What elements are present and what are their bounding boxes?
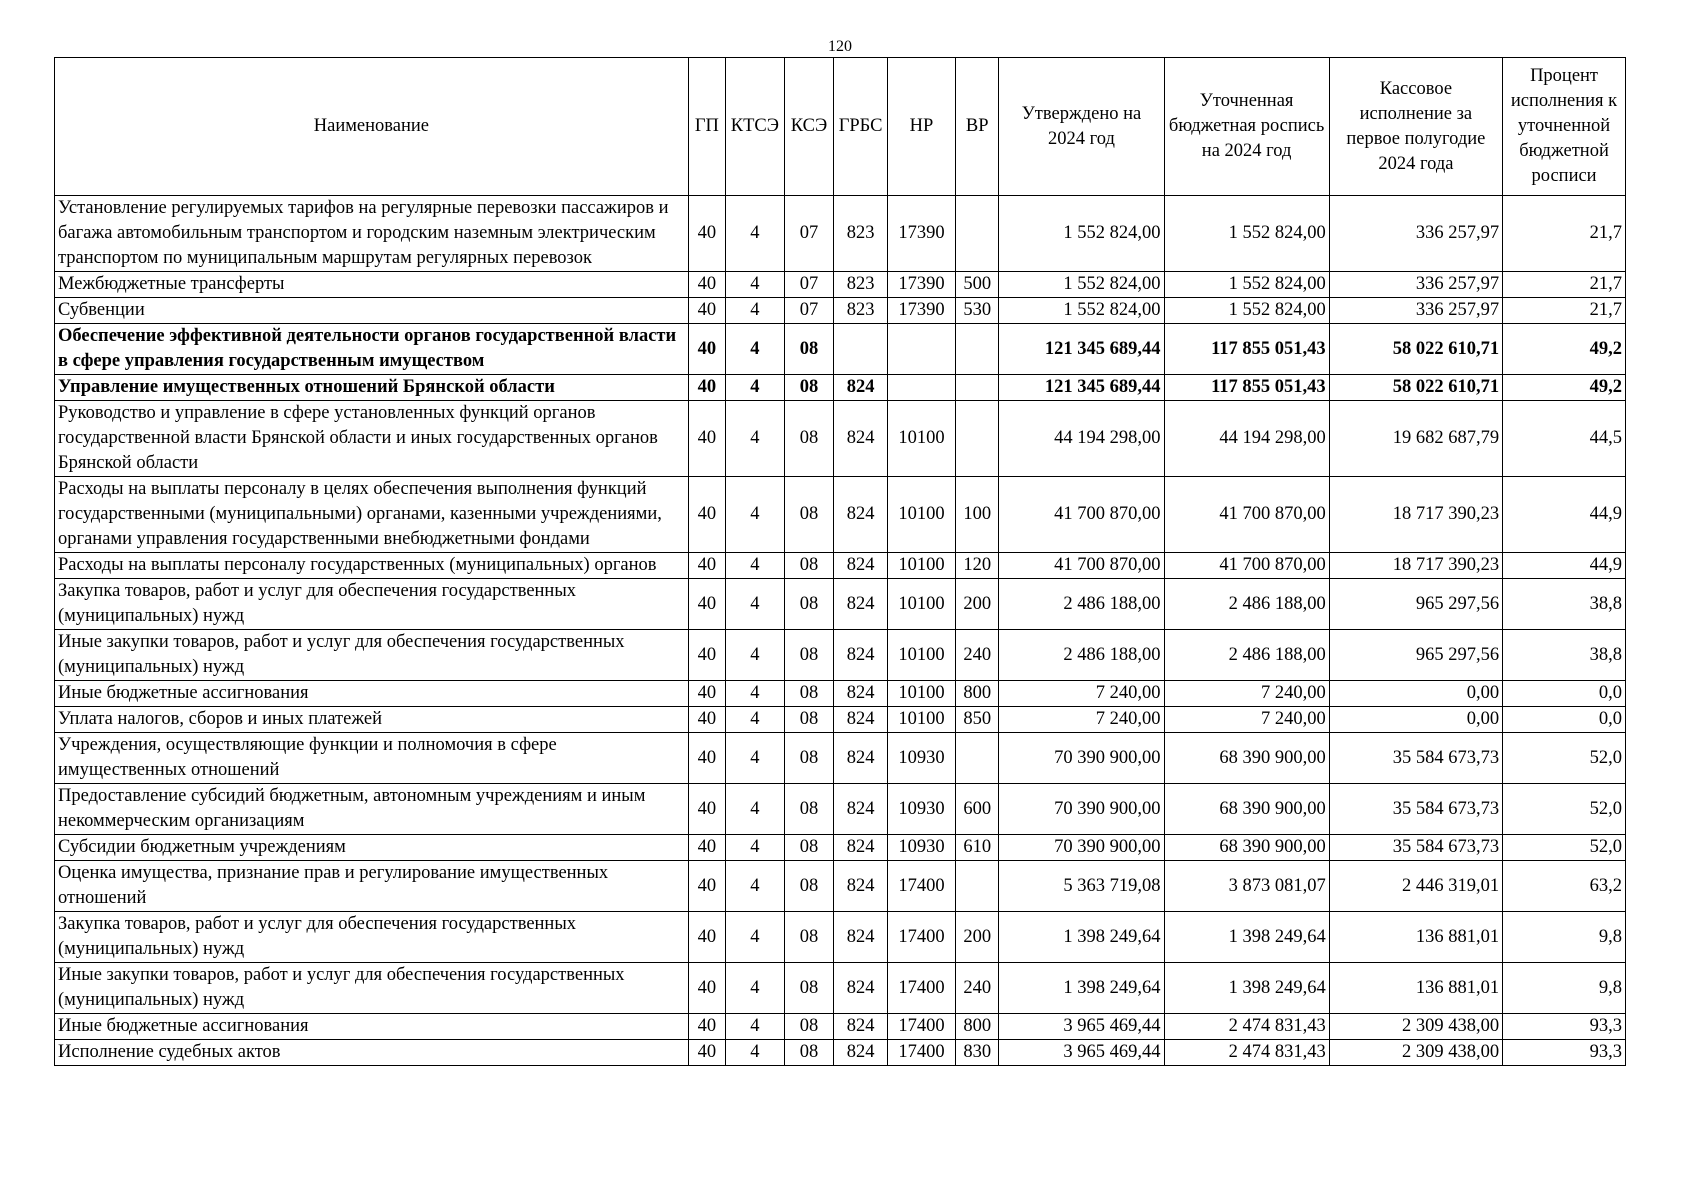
row-refined: 7 240,00	[1164, 681, 1329, 707]
row-refined: 1 552 824,00	[1164, 272, 1329, 298]
row-approved: 70 390 900,00	[999, 733, 1164, 784]
table-row	[55, 630, 1626, 681]
row-grbs: 824	[834, 1014, 888, 1040]
row-ktse: 4	[725, 707, 784, 733]
row-grbs: 824	[834, 579, 888, 630]
row-nr: 10930	[887, 784, 955, 835]
table-row	[55, 681, 1626, 707]
row-ktse: 4	[725, 835, 784, 861]
header-nr: НР	[887, 58, 955, 196]
row-approved: 7 240,00	[999, 681, 1164, 707]
row-name: Оценка имущества, признание прав и регулирование имущественных отношений	[55, 861, 689, 912]
row-kse: 08	[784, 324, 834, 375]
row-gp: 40	[688, 835, 725, 861]
row-gp: 40	[688, 784, 725, 835]
row-percent: 44,9	[1503, 553, 1626, 579]
row-refined: 117 855 051,43	[1164, 375, 1329, 401]
row-name: Управление имущественных отношений Брянской области	[55, 375, 689, 401]
row-vr	[956, 375, 999, 401]
row-vr: 600	[956, 784, 999, 835]
row-percent: 49,2	[1503, 375, 1626, 401]
row-approved: 1 398 249,64	[999, 912, 1164, 963]
table-row	[55, 835, 1626, 861]
row-refined: 41 700 870,00	[1164, 553, 1329, 579]
row-approved: 41 700 870,00	[999, 553, 1164, 579]
row-kse: 08	[784, 835, 834, 861]
row-grbs: 824	[834, 681, 888, 707]
row-approved: 5 363 719,08	[999, 861, 1164, 912]
row-ktse: 4	[725, 861, 784, 912]
row-name: Субсидии бюджетным учреждениям	[55, 835, 689, 861]
row-percent: 38,8	[1503, 579, 1626, 630]
row-vr: 530	[956, 298, 999, 324]
row-gp: 40	[688, 733, 725, 784]
row-grbs: 824	[834, 375, 888, 401]
row-percent: 9,8	[1503, 912, 1626, 963]
header-vr: ВР	[956, 58, 999, 196]
row-refined: 2 474 831,43	[1164, 1014, 1329, 1040]
row-vr	[956, 733, 999, 784]
table-row	[55, 861, 1626, 912]
row-cash: 965 297,56	[1329, 630, 1502, 681]
row-nr: 10100	[887, 630, 955, 681]
row-approved: 44 194 298,00	[999, 401, 1164, 477]
row-kse: 08	[784, 963, 834, 1014]
table-row	[55, 1040, 1626, 1066]
header-cash: Кассовое исполнение за первое полугодие 2024 года	[1329, 58, 1502, 196]
row-grbs	[834, 324, 888, 375]
row-gp: 40	[688, 324, 725, 375]
row-kse: 08	[784, 733, 834, 784]
row-nr: 10100	[887, 707, 955, 733]
budget-table	[54, 57, 1626, 1066]
row-name: Руководство и управление в сфере установленных функций органов государственной власти Брянской области и иных государственных органов Брянской области	[55, 401, 689, 477]
row-percent: 52,0	[1503, 733, 1626, 784]
row-vr: 830	[956, 1040, 999, 1066]
row-percent: 9,8	[1503, 963, 1626, 1014]
row-cash: 58 022 610,71	[1329, 375, 1502, 401]
table-row	[55, 272, 1626, 298]
row-vr: 200	[956, 579, 999, 630]
row-kse: 08	[784, 553, 834, 579]
row-gp: 40	[688, 272, 725, 298]
row-gp: 40	[688, 196, 725, 272]
row-nr: 17390	[887, 196, 955, 272]
row-cash: 35 584 673,73	[1329, 733, 1502, 784]
table-row	[55, 298, 1626, 324]
row-vr: 240	[956, 963, 999, 1014]
row-gp: 40	[688, 630, 725, 681]
row-ktse: 4	[725, 1040, 784, 1066]
row-name: Межбюджетные трансферты	[55, 272, 689, 298]
row-grbs: 824	[834, 707, 888, 733]
row-gp: 40	[688, 861, 725, 912]
row-vr	[956, 861, 999, 912]
row-nr: 17390	[887, 298, 955, 324]
row-kse: 08	[784, 707, 834, 733]
row-nr: 10930	[887, 733, 955, 784]
table-row	[55, 963, 1626, 1014]
row-name: Исполнение судебных актов	[55, 1040, 689, 1066]
row-gp: 40	[688, 1040, 725, 1066]
row-ktse: 4	[725, 579, 784, 630]
row-cash: 136 881,01	[1329, 912, 1502, 963]
row-name: Иные закупки товаров, работ и услуг для обеспечения государственных (муниципальных) нужд	[55, 963, 689, 1014]
row-nr: 10100	[887, 401, 955, 477]
row-name: Иные закупки товаров, работ и услуг для обеспечения государственных (муниципальных) нужд	[55, 630, 689, 681]
row-refined: 7 240,00	[1164, 707, 1329, 733]
table-row	[55, 912, 1626, 963]
header-percent: Процент исполнения к уточненной бюджетной росписи	[1503, 58, 1626, 196]
table-row	[55, 707, 1626, 733]
row-kse: 08	[784, 912, 834, 963]
row-ktse: 4	[725, 681, 784, 707]
row-grbs: 823	[834, 196, 888, 272]
row-approved: 1 552 824,00	[999, 272, 1164, 298]
row-grbs: 824	[834, 912, 888, 963]
table-row	[55, 324, 1626, 375]
row-gp: 40	[688, 912, 725, 963]
row-ktse: 4	[725, 477, 784, 553]
row-refined: 41 700 870,00	[1164, 477, 1329, 553]
row-vr: 850	[956, 707, 999, 733]
row-refined: 2 486 188,00	[1164, 579, 1329, 630]
row-gp: 40	[688, 477, 725, 553]
row-gp: 40	[688, 553, 725, 579]
header-kse: КСЭ	[784, 58, 834, 196]
row-ktse: 4	[725, 553, 784, 579]
row-nr: 17400	[887, 1040, 955, 1066]
row-kse: 08	[784, 375, 834, 401]
row-kse: 08	[784, 630, 834, 681]
page-number: 120	[828, 38, 852, 55]
row-cash: 58 022 610,71	[1329, 324, 1502, 375]
row-approved: 121 345 689,44	[999, 375, 1164, 401]
row-refined: 68 390 900,00	[1164, 835, 1329, 861]
row-gp: 40	[688, 401, 725, 477]
row-nr: 17400	[887, 861, 955, 912]
row-cash: 136 881,01	[1329, 963, 1502, 1014]
row-cash: 336 257,97	[1329, 196, 1502, 272]
row-refined: 1 552 824,00	[1164, 196, 1329, 272]
row-cash: 336 257,97	[1329, 298, 1502, 324]
row-vr	[956, 196, 999, 272]
row-ktse: 4	[725, 272, 784, 298]
row-name: Закупка товаров, работ и услуг для обеспечения государственных (муниципальных) нужд	[55, 579, 689, 630]
row-name: Расходы на выплаты персоналу государственных (муниципальных) органов	[55, 553, 689, 579]
row-name: Обеспечение эффективной деятельности органов государственной власти в сфере управления государственным имуществом	[55, 324, 689, 375]
row-ktse: 4	[725, 630, 784, 681]
row-cash: 2 446 319,01	[1329, 861, 1502, 912]
row-approved: 3 965 469,44	[999, 1040, 1164, 1066]
row-ktse: 4	[725, 912, 784, 963]
row-kse: 08	[784, 861, 834, 912]
row-nr: 10930	[887, 835, 955, 861]
row-kse: 08	[784, 681, 834, 707]
table-row	[55, 1014, 1626, 1040]
row-refined: 117 855 051,43	[1164, 324, 1329, 375]
row-cash: 19 682 687,79	[1329, 401, 1502, 477]
row-ktse: 4	[725, 298, 784, 324]
row-approved: 1 552 824,00	[999, 298, 1164, 324]
row-cash: 336 257,97	[1329, 272, 1502, 298]
row-grbs: 823	[834, 298, 888, 324]
row-nr: 10100	[887, 681, 955, 707]
row-percent: 21,7	[1503, 196, 1626, 272]
row-grbs: 824	[834, 630, 888, 681]
row-cash: 2 309 438,00	[1329, 1040, 1502, 1066]
row-refined: 44 194 298,00	[1164, 401, 1329, 477]
row-name: Закупка товаров, работ и услуг для обеспечения государственных (муниципальных) нужд	[55, 912, 689, 963]
row-gp: 40	[688, 579, 725, 630]
row-approved: 2 486 188,00	[999, 630, 1164, 681]
row-ktse: 4	[725, 963, 784, 1014]
row-approved: 1 552 824,00	[999, 196, 1164, 272]
row-kse: 07	[784, 298, 834, 324]
row-nr	[887, 375, 955, 401]
row-nr	[887, 324, 955, 375]
row-approved: 1 398 249,64	[999, 963, 1164, 1014]
row-grbs: 824	[834, 861, 888, 912]
row-cash: 18 717 390,23	[1329, 553, 1502, 579]
header-refined: Уточненная бюджетная роспись на 2024 год	[1164, 58, 1329, 196]
row-refined: 3 873 081,07	[1164, 861, 1329, 912]
row-kse: 08	[784, 477, 834, 553]
row-approved: 121 345 689,44	[999, 324, 1164, 375]
row-refined: 1 552 824,00	[1164, 298, 1329, 324]
row-grbs: 824	[834, 963, 888, 1014]
row-percent: 44,5	[1503, 401, 1626, 477]
row-cash: 2 309 438,00	[1329, 1014, 1502, 1040]
row-vr: 610	[956, 835, 999, 861]
row-refined: 1 398 249,64	[1164, 912, 1329, 963]
row-kse: 08	[784, 1014, 834, 1040]
row-kse: 08	[784, 579, 834, 630]
row-refined: 68 390 900,00	[1164, 733, 1329, 784]
row-name: Иные бюджетные ассигнования	[55, 681, 689, 707]
row-percent: 49,2	[1503, 324, 1626, 375]
row-percent: 52,0	[1503, 784, 1626, 835]
row-ktse: 4	[725, 324, 784, 375]
row-refined: 2 474 831,43	[1164, 1040, 1329, 1066]
row-name: Уплата налогов, сборов и иных платежей	[55, 707, 689, 733]
row-vr: 800	[956, 1014, 999, 1040]
row-nr: 10100	[887, 553, 955, 579]
header-ktse: КТСЭ	[725, 58, 784, 196]
row-cash: 18 717 390,23	[1329, 477, 1502, 553]
header-name: Наименование	[55, 58, 689, 196]
row-nr: 17400	[887, 1014, 955, 1040]
row-gp: 40	[688, 375, 725, 401]
row-refined: 1 398 249,64	[1164, 963, 1329, 1014]
row-vr: 200	[956, 912, 999, 963]
row-cash: 965 297,56	[1329, 579, 1502, 630]
row-cash: 35 584 673,73	[1329, 835, 1502, 861]
row-kse: 08	[784, 784, 834, 835]
header-grbs: ГРБС	[834, 58, 888, 196]
row-approved: 3 965 469,44	[999, 1014, 1164, 1040]
row-percent: 21,7	[1503, 272, 1626, 298]
row-name: Иные бюджетные ассигнования	[55, 1014, 689, 1040]
row-name: Субвенции	[55, 298, 689, 324]
row-refined: 68 390 900,00	[1164, 784, 1329, 835]
table-body	[55, 196, 1626, 1066]
row-ktse: 4	[725, 784, 784, 835]
table-header-row	[55, 58, 1626, 196]
row-nr: 10100	[887, 579, 955, 630]
row-percent: 93,3	[1503, 1040, 1626, 1066]
row-vr	[956, 324, 999, 375]
row-percent: 52,0	[1503, 835, 1626, 861]
row-gp: 40	[688, 298, 725, 324]
row-grbs: 824	[834, 835, 888, 861]
row-gp: 40	[688, 963, 725, 1014]
row-cash: 35 584 673,73	[1329, 784, 1502, 835]
row-ktse: 4	[725, 375, 784, 401]
row-percent: 44,9	[1503, 477, 1626, 553]
row-cash: 0,00	[1329, 681, 1502, 707]
table-row	[55, 401, 1626, 477]
row-approved: 7 240,00	[999, 707, 1164, 733]
row-percent: 0,0	[1503, 707, 1626, 733]
row-percent: 21,7	[1503, 298, 1626, 324]
table-row	[55, 733, 1626, 784]
row-nr: 17390	[887, 272, 955, 298]
row-kse: 07	[784, 196, 834, 272]
row-vr: 100	[956, 477, 999, 553]
row-percent: 0,0	[1503, 681, 1626, 707]
row-kse: 07	[784, 272, 834, 298]
row-approved: 41 700 870,00	[999, 477, 1164, 553]
table-row	[55, 375, 1626, 401]
row-vr: 120	[956, 553, 999, 579]
table-row	[55, 196, 1626, 272]
row-kse: 08	[784, 401, 834, 477]
table-row	[55, 579, 1626, 630]
header-gp: ГП	[688, 58, 725, 196]
row-grbs: 824	[834, 733, 888, 784]
row-nr: 10100	[887, 477, 955, 553]
row-vr	[956, 401, 999, 477]
row-name: Предоставление субсидий бюджетным, автономным учреждениям и иным некоммерческим организациям	[55, 784, 689, 835]
row-vr: 500	[956, 272, 999, 298]
row-grbs: 824	[834, 477, 888, 553]
row-ktse: 4	[725, 1014, 784, 1040]
row-grbs: 823	[834, 272, 888, 298]
row-percent: 93,3	[1503, 1014, 1626, 1040]
header-approved: Утверждено на 2024 год	[999, 58, 1164, 196]
row-grbs: 824	[834, 784, 888, 835]
row-cash: 0,00	[1329, 707, 1502, 733]
row-approved: 70 390 900,00	[999, 784, 1164, 835]
row-ktse: 4	[725, 733, 784, 784]
row-name: Расходы на выплаты персоналу в целях обеспечения выполнения функций государственными (муниципальными) органами, казенными учреждениями, органами управления государственными внебюджетными фондами	[55, 477, 689, 553]
row-approved: 2 486 188,00	[999, 579, 1164, 630]
row-percent: 38,8	[1503, 630, 1626, 681]
row-name: Установление регулируемых тарифов на регулярные перевозки пассажиров и багажа автомобильным транспортом и городским наземным электрическим транспортом по муниципальным маршрутам регулярных перевозок	[55, 196, 689, 272]
table-row	[55, 784, 1626, 835]
row-nr: 17400	[887, 963, 955, 1014]
row-gp: 40	[688, 681, 725, 707]
row-refined: 2 486 188,00	[1164, 630, 1329, 681]
row-ktse: 4	[725, 196, 784, 272]
row-grbs: 824	[834, 553, 888, 579]
row-grbs: 824	[834, 1040, 888, 1066]
row-gp: 40	[688, 707, 725, 733]
row-approved: 70 390 900,00	[999, 835, 1164, 861]
row-name: Учреждения, осуществляющие функции и полномочия в сфере имущественных отношений	[55, 733, 689, 784]
row-ktse: 4	[725, 401, 784, 477]
row-vr: 800	[956, 681, 999, 707]
row-percent: 63,2	[1503, 861, 1626, 912]
row-nr: 17400	[887, 912, 955, 963]
row-vr: 240	[956, 630, 999, 681]
row-gp: 40	[688, 1014, 725, 1040]
table-row	[55, 477, 1626, 553]
table-row	[55, 553, 1626, 579]
row-grbs: 824	[834, 401, 888, 477]
row-kse: 08	[784, 1040, 834, 1066]
